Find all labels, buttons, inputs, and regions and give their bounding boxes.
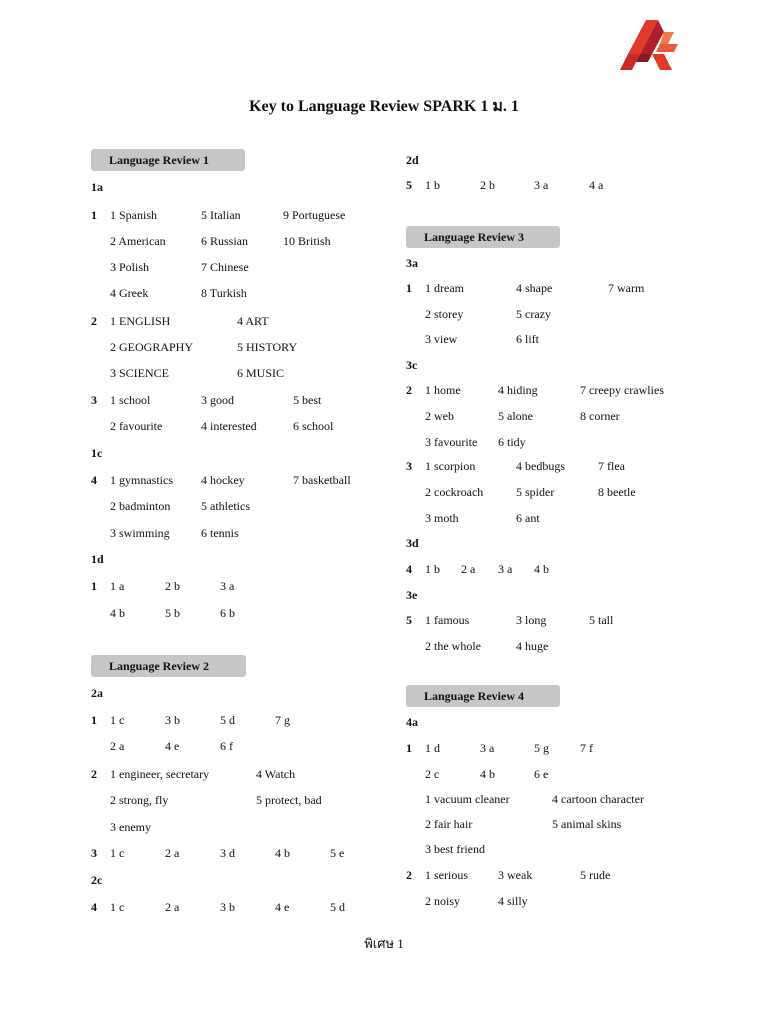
answer-item: 1 engineer, secretary xyxy=(110,767,210,781)
section-badge-language-review-4: Language Review 4 xyxy=(406,685,560,707)
answer-item: 2 cockroach xyxy=(425,485,484,499)
answer-item: 5 spider xyxy=(516,485,555,499)
answer-item: 4 hiding xyxy=(498,383,538,397)
answer-item: 1 b xyxy=(425,562,440,576)
answer-item: 2 web xyxy=(425,409,454,423)
answer-item: 10 British xyxy=(283,234,331,248)
answer-item: 3 a xyxy=(534,178,549,192)
section-badge-language-review-2: Language Review 2 xyxy=(91,655,246,677)
answer-item: 3 b xyxy=(165,713,180,727)
question-number: 3 xyxy=(91,393,97,407)
answer-item: 1 dream xyxy=(425,281,464,295)
question-number: 4 xyxy=(91,473,97,487)
answer-item: 5 athletics xyxy=(201,499,250,513)
answer-item: 3 SCIENCE xyxy=(110,366,170,380)
answer-item: 6 f xyxy=(220,739,233,753)
answer-item: 5 alone xyxy=(498,409,533,423)
answer-item: 1 school xyxy=(110,393,151,407)
subsection-heading-2c: 2c xyxy=(91,873,103,887)
answer-item: 5 best xyxy=(293,393,322,407)
answer-item: 2 a xyxy=(110,739,125,753)
answer-item: 1 vacuum cleaner xyxy=(425,792,510,806)
question-number: 2 xyxy=(91,767,97,781)
answer-item: 4 b xyxy=(534,562,549,576)
subsection-heading-3c: 3c xyxy=(406,358,418,372)
answer-item: 4 Watch xyxy=(256,767,296,781)
answer-item: 1 c xyxy=(110,713,125,727)
answer-item: 1 gymnastics xyxy=(110,473,173,487)
answer-item: 8 Turkish xyxy=(201,286,247,300)
subsection-heading-1a: 1a xyxy=(91,180,103,194)
question-number: 1 xyxy=(406,281,412,295)
answer-item: 7 f xyxy=(580,741,593,755)
question-number: 3 xyxy=(406,459,412,473)
answer-item: 3 d xyxy=(220,846,235,860)
section-badge-language-review-3: Language Review 3 xyxy=(406,226,560,248)
subsection-heading-2d: 2d xyxy=(406,153,419,167)
answer-item: 3 weak xyxy=(498,868,533,882)
answer-item: 5 tall xyxy=(589,613,614,627)
answer-item: 6 e xyxy=(534,767,549,781)
answer-item: 2 storey xyxy=(425,307,464,321)
answer-item: 3 good xyxy=(201,393,234,407)
answer-item: 3 a xyxy=(480,741,495,755)
answer-item: 5 d xyxy=(330,900,345,914)
answer-item: 6 lift xyxy=(516,332,539,346)
answer-item: 5 rude xyxy=(580,868,611,882)
answer-item: 1 c xyxy=(110,900,125,914)
answer-item: 7 flea xyxy=(598,459,625,473)
question-number: 3 xyxy=(91,846,97,860)
question-number: 4 xyxy=(91,900,97,914)
answer-item: 7 basketball xyxy=(293,473,351,487)
answer-item: 2 fair hair xyxy=(425,817,473,831)
answer-item: 3 moth xyxy=(425,511,459,525)
answer-item: 2 noisy xyxy=(425,894,461,908)
question-number: 2 xyxy=(406,868,412,882)
answer-item: 1 ENGLISH xyxy=(110,314,171,328)
answer-item: 1 c xyxy=(110,846,125,860)
publisher-logo-icon xyxy=(618,20,678,78)
answer-item: 5 g xyxy=(534,741,549,755)
answer-item: 4 e xyxy=(275,900,290,914)
answer-item: 5 protect, bad xyxy=(256,793,322,807)
answer-item: 2 b xyxy=(480,178,495,192)
answer-item: 4 ART xyxy=(237,314,269,328)
answer-item: 4 a xyxy=(589,178,604,192)
answer-item: 6 tennis xyxy=(201,526,239,540)
answer-item: 4 huge xyxy=(516,639,549,653)
answer-item: 3 Polish xyxy=(110,260,150,274)
answer-item: 3 swimming xyxy=(110,526,170,540)
answer-item: 5 b xyxy=(165,606,180,620)
answer-item: 3 enemy xyxy=(110,820,151,834)
answer-item: 5 animal skins xyxy=(552,817,622,831)
answer-item: 7 warm xyxy=(608,281,645,295)
answer-item: 3 view xyxy=(425,332,458,346)
subsection-heading-2a: 2a xyxy=(91,686,103,700)
subsection-heading-4a: 4a xyxy=(406,715,418,729)
answer-item: 6 b xyxy=(220,606,235,620)
answer-item: 1 d xyxy=(425,741,440,755)
answer-item: 3 favourite xyxy=(425,435,478,449)
answer-item: 2 American xyxy=(110,234,166,248)
answer-item: 1 home xyxy=(425,383,461,397)
section-badge-language-review-1: Language Review 1 xyxy=(91,149,245,171)
answer-item: 1 famous xyxy=(425,613,470,627)
answer-item: 1 b xyxy=(425,178,440,192)
answer-item: 3 b xyxy=(220,900,235,914)
page-title: Key to Language Review SPARK 1 ม. 1 xyxy=(249,98,519,115)
answer-item: 4 Greek xyxy=(110,286,149,300)
question-number: 1 xyxy=(91,208,97,222)
answer-item: 6 school xyxy=(293,419,334,433)
answer-item: 4 interested xyxy=(201,419,257,433)
answer-item: 3 a xyxy=(498,562,513,576)
subsection-heading-3a: 3a xyxy=(406,256,418,270)
answer-item: 2 c xyxy=(425,767,440,781)
answer-item: 4 b xyxy=(480,767,495,781)
answer-item: 4 silly xyxy=(498,894,528,908)
question-number: 5 xyxy=(406,613,412,627)
answer-item: 5 Italian xyxy=(201,208,241,222)
answer-item: 4 cartoon character xyxy=(552,792,644,806)
answer-item: 2 a xyxy=(165,846,180,860)
answer-item: 4 b xyxy=(110,606,125,620)
question-number: 2 xyxy=(406,383,412,397)
answer-item: 4 e xyxy=(165,739,180,753)
answer-item: 1 scorpion xyxy=(425,459,476,473)
subsection-heading-3e: 3e xyxy=(406,588,418,602)
answer-item: 7 creepy crawlies xyxy=(580,383,664,397)
answer-item: 8 beetle xyxy=(598,485,636,499)
answer-item: 5 e xyxy=(330,846,345,860)
answer-item: 4 b xyxy=(275,846,290,860)
answer-item: 2 GEOGRAPHY xyxy=(110,340,194,354)
subsection-heading-1c: 1c xyxy=(91,446,103,460)
question-number: 2 xyxy=(91,314,97,328)
answer-item: 6 ant xyxy=(516,511,540,525)
answer-item: 1 Spanish xyxy=(110,208,158,222)
answer-item: 1 a xyxy=(110,579,125,593)
answer-item: 9 Portuguese xyxy=(283,208,346,222)
answer-item: 3 best friend xyxy=(425,842,485,856)
answer-item: 2 badminton xyxy=(110,499,171,513)
answer-item: 4 bedbugs xyxy=(516,459,565,473)
answer-item: 2 a xyxy=(165,900,180,914)
answer-item: 3 long xyxy=(516,613,547,627)
answer-item: 2 the whole xyxy=(425,639,481,653)
question-number: 1 xyxy=(406,741,412,755)
question-number: 5 xyxy=(406,178,412,192)
question-number: 1 xyxy=(91,713,97,727)
answer-item: 5 crazy xyxy=(516,307,551,321)
question-number: 4 xyxy=(406,562,412,576)
answer-item: 1 serious xyxy=(425,868,468,882)
answer-item: 2 a xyxy=(461,562,476,576)
answer-item: 3 a xyxy=(220,579,235,593)
answer-item: 2 strong, fly xyxy=(110,793,169,807)
answer-item: 7 g xyxy=(275,713,290,727)
answer-item: 8 corner xyxy=(580,409,620,423)
answer-item: 2 b xyxy=(165,579,180,593)
subsection-heading-1d: 1d xyxy=(91,552,104,566)
answer-item: 6 MUSIC xyxy=(237,366,285,380)
answer-item: 7 Chinese xyxy=(201,260,249,274)
answer-item: 4 hockey xyxy=(201,473,245,487)
answer-item: 5 HISTORY xyxy=(237,340,298,354)
subsection-heading-3d: 3d xyxy=(406,536,419,550)
answer-item: 5 d xyxy=(220,713,235,727)
answer-item: 6 Russian xyxy=(201,234,249,248)
question-number: 1 xyxy=(91,579,97,593)
answer-item: 4 shape xyxy=(516,281,553,295)
answer-item: 6 tidy xyxy=(498,435,526,449)
page-footer: พิเศษ 1 xyxy=(364,936,404,951)
answer-item: 2 favourite xyxy=(110,419,163,433)
